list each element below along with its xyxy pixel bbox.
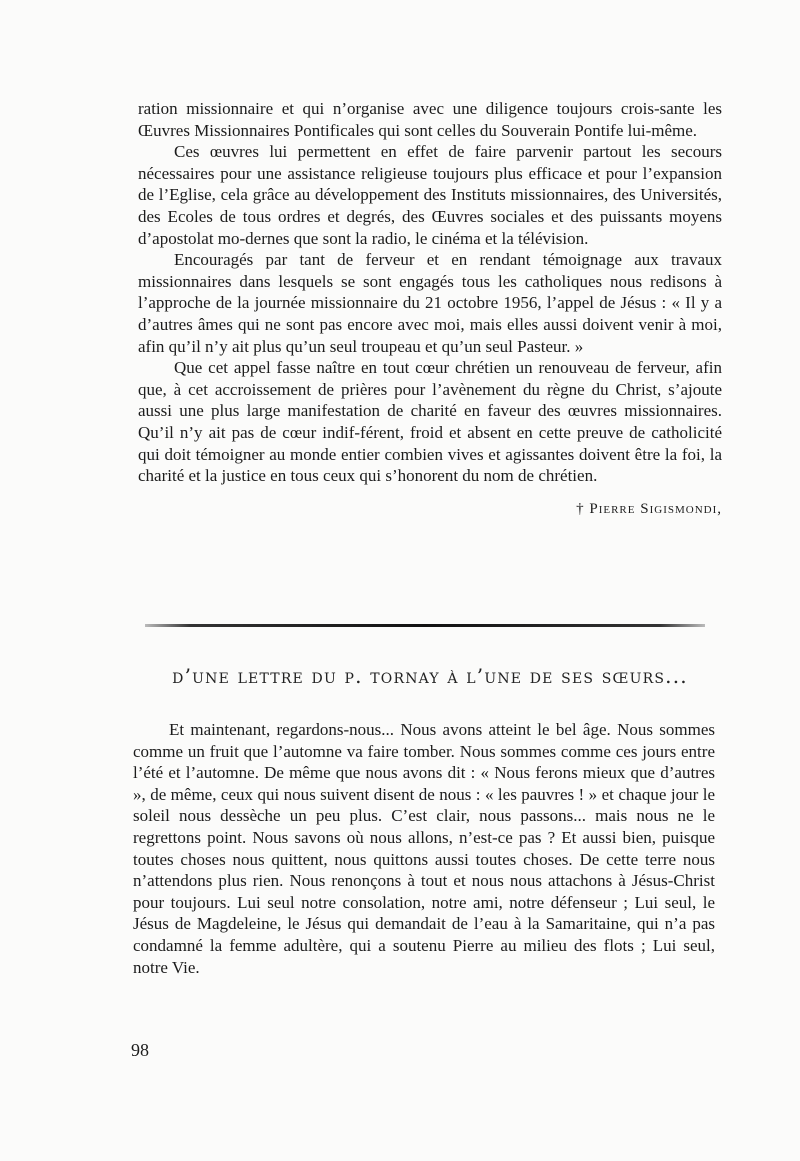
paragraph-ferveur: Que cet appel fasse naître en tout cœur chrétien un renouveau de ferveur, afin que, à cet accroissement de prières pour l’avènement du règne du Christ, s’ajoute aussi une plus large manifestation de charité en faveur des œuvres missionnaires. Qu’il n’y ait pas de cœur indif-férent, froid et absent en cette preuve de catholicité qui doit témoigner au monde entier combien vives et agissantes doivent être la foi, la charité et la justice en tous ceux qui s’honorent du nom de chrétien. bbox=[138, 358, 722, 486]
page-number: 98 bbox=[131, 1040, 149, 1060]
paragraph-appel: Encouragés par tant de ferveur et en rendant témoignage aux travaux missionnaires dans lesquels se sont engagés tous les catholiques nous redisons à l’approche de la journée missionnaire du 21 octobre 1956, l’appel de Jésus : « Il y a d’autres âmes qui ne sont pas encore avec moi, mais elles aussi doivent venir à moi, afin qu’il n’y ait plus qu’un seul troupeau et qu’un seul Pasteur. » bbox=[138, 250, 722, 356]
signature: † Pierre Sigismondi, bbox=[576, 500, 722, 517]
paragraph-letter: Et maintenant, regardons-nous... Nous avons atteint le bel âge. Nous sommes comme un fruit que l’automne va faire tomber. Nous sommes comme ces jours entre l’été et l’automne. De même que nous avons dit : « Nous ferons mieux que d’autres », de même, ceux qui nous suivent disent de nous : « les pauvres ! » et chaque jour le soleil nous dessèche un peu plus. C’est clair, nous passons... mais nous ne le regrettons point. Nous savons où nous allons, n’est-ce pas ? Et aussi bien, puisque toutes choses nous quittent, nous quittons aussi toutes choses. De cette terre nous n’attendons plus rien. Nous renonçons à tout et nous nous attachons à Jésus-Christ pour toujours. Lui seul notre consolation, notre ami, notre défenseur ; Lui seul, le Jésus de Magdeleine, le Jésus qui demandait de l’eau à la Samaritaine, qui n’a pas condamné la femme adultère, qui a soutenu Pierre au milieu des flots ; Lui seul, notre Vie. bbox=[133, 720, 715, 977]
upper-text-block bbox=[138, 98, 722, 518]
paragraph-oeuvres: Ces œuvres lui permettent en effet de faire parvenir partout les secours nécessaires pour une assistance religieuse toujours plus efficace et pour l’expansion de l’Eglise, cela grâce au développement des Instituts missionnaires, des Universités, des Ecoles de tous ordres et degrés, des Œuvres sociales et des puissants moyens d’apostolat mo-dernes que sont la radio, le cinéma et la télévision. bbox=[138, 142, 722, 248]
section-divider bbox=[145, 624, 705, 627]
section-heading: d’une lettre du p. tornay à l’une de ses sœurs... bbox=[172, 664, 688, 688]
lower-text-block bbox=[133, 719, 715, 978]
paragraph-continuation: ration missionnaire et qui n’organise avec une diligence toujours crois-sante les Œuvres Missionnaires Pontificales qui sont celles du Souverain Pontife lui-même. bbox=[138, 99, 722, 140]
